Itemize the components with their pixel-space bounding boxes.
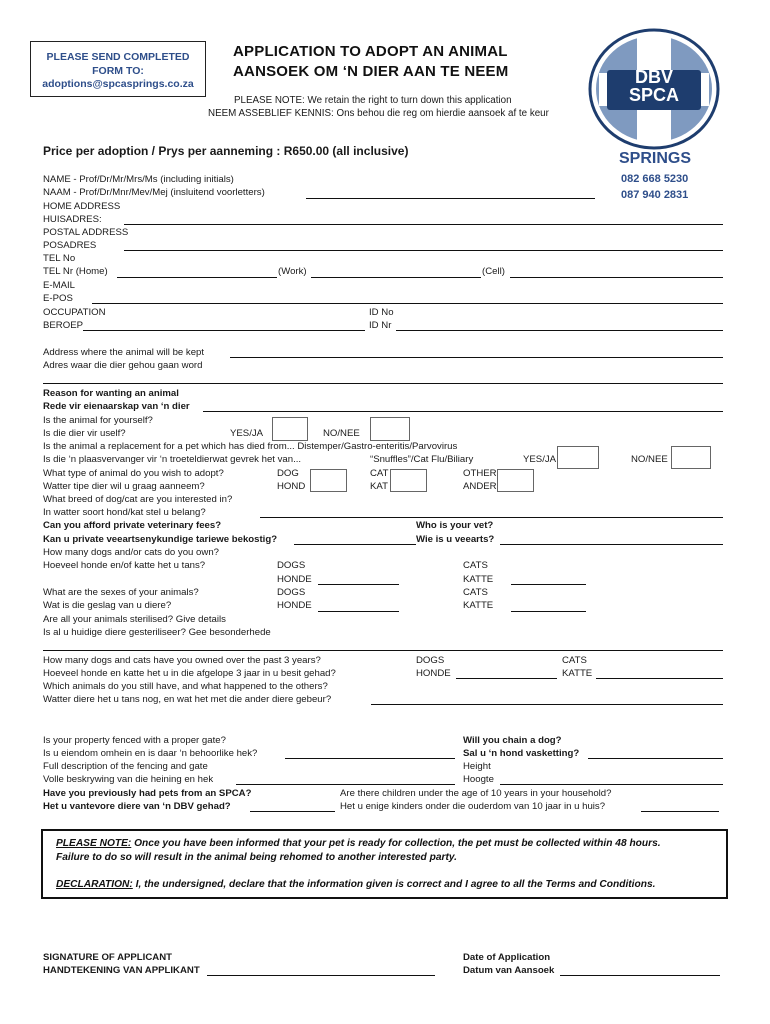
reason-field[interactable] bbox=[203, 411, 723, 412]
note-text-1: Once you have been informed that your pet is ready for collection, the pet must be collected within 48 hours. bbox=[131, 838, 661, 849]
id-label-en: ID No bbox=[369, 307, 394, 318]
sterilised-label-af: Is al u huidige diere gesteriliseer? Gee besonderhede bbox=[43, 627, 271, 638]
own-dogs-field[interactable] bbox=[318, 584, 399, 585]
signature-field[interactable] bbox=[207, 975, 435, 976]
logo-line-2: SPCA bbox=[628, 85, 679, 105]
occupation-field[interactable] bbox=[83, 330, 365, 331]
phone-1: 082 668 5230 bbox=[621, 173, 689, 185]
type-kat-label: KAT bbox=[370, 481, 388, 492]
self-yes-checkbox[interactable] bbox=[272, 417, 308, 441]
height-label-en: Height bbox=[463, 761, 491, 772]
tel-cell-field[interactable] bbox=[510, 277, 723, 278]
past-label-en: How many dogs and cats have you owned over the past 3 years? bbox=[43, 655, 321, 666]
occupation-label-af: BEROEP bbox=[43, 320, 83, 331]
own-count-label-af: Hoeveel honde en/of katte het u tans? bbox=[43, 560, 206, 571]
tel-work-field[interactable] bbox=[311, 277, 481, 278]
type-dog-label: DOG bbox=[277, 468, 299, 479]
type-cat-checkbox[interactable] bbox=[390, 469, 427, 492]
replacement-label-af: Is die ‘n plaasvervanger vir ‘n troeteldierwat gevrek het van... bbox=[43, 454, 302, 465]
self-no-checkbox[interactable] bbox=[370, 417, 410, 441]
fence-label-en: Is your property fenced with a proper gate? bbox=[43, 735, 226, 746]
email-label-en: E-MAIL bbox=[43, 280, 75, 291]
title-afrikaans: AANSOEK OM ‘N DIER AAN TE NEEM bbox=[233, 63, 509, 80]
still-label-af: Watter diere het u tans nog, en wat het met die ander diere gebeur? bbox=[43, 694, 332, 705]
self-no-label: NO/NEE bbox=[323, 428, 360, 439]
chain-field[interactable] bbox=[588, 758, 723, 759]
own-count-label-en: How many dogs and/or cats do you own? bbox=[43, 547, 219, 558]
keep-address-field-2[interactable] bbox=[43, 383, 723, 384]
type-other-checkbox[interactable] bbox=[497, 469, 534, 492]
date-label-en: Date of Application bbox=[463, 952, 551, 963]
declaration bbox=[56, 878, 655, 892]
sex-honde-label: HONDE bbox=[277, 600, 312, 611]
snuffles-label: “Snuffles”/Cat Flu/Biliary bbox=[370, 454, 474, 465]
height-label-af: Hoogte bbox=[463, 774, 494, 785]
past-cats-label: CATS bbox=[562, 655, 587, 666]
name-label-en: NAME - Prof/Dr/Mr/Mrs/Ms (including initials) bbox=[43, 174, 234, 185]
desc-label-en: Full description of the fencing and gate bbox=[43, 761, 208, 772]
past-dogs-label: DOGS bbox=[416, 655, 445, 666]
keep-address-field-1[interactable] bbox=[230, 357, 723, 358]
past-katte-label: KATTE bbox=[562, 668, 593, 679]
prev-field[interactable] bbox=[250, 811, 335, 812]
logo-line-1: DBV bbox=[634, 67, 673, 87]
send-to-box bbox=[30, 41, 206, 97]
replacement-no-label: NO/NEE bbox=[631, 454, 668, 465]
chain-label-af: Sal u ‘n hond vasketting? bbox=[463, 748, 580, 759]
type-label-af: Watter tipe dier wil u graag aanneem? bbox=[43, 481, 205, 492]
reason-label-en: Reason for wanting an animal bbox=[43, 388, 179, 399]
desc-field[interactable] bbox=[236, 784, 455, 785]
self-label-en: Is the animal for yourself? bbox=[43, 415, 153, 426]
keep-address-label-af: Adres waar die dier gehou gaan word bbox=[43, 360, 203, 371]
note-afrikaans: NEEM ASSEBLIEF KENNIS: Ons behou die reg om hierdie aansoek af te keur bbox=[208, 108, 549, 119]
prev-label-af: Het u vantevore diere van ‘n DBV gehad? bbox=[43, 801, 231, 812]
home-label-af: HUISADRES: bbox=[43, 214, 102, 225]
date-label-af: Datum van Aansoek bbox=[463, 965, 555, 976]
replacement-no-checkbox[interactable] bbox=[671, 446, 711, 469]
own-cats-field[interactable] bbox=[511, 584, 586, 585]
home-address-field[interactable] bbox=[124, 224, 723, 225]
price-line: Price per adoption / Prys per aanneming : R650.00 (all inclusive) bbox=[43, 144, 409, 158]
fence-field[interactable] bbox=[285, 758, 455, 759]
note-text-2: Failure to do so will result in the animal being rehomed to another interested party. bbox=[56, 852, 457, 863]
breed-field[interactable] bbox=[260, 517, 723, 518]
notice-box bbox=[41, 829, 728, 899]
vet-fee-label-en: Can you afford private veterinary fees? bbox=[43, 520, 222, 531]
sex-label-en: What are the sexes of your animals? bbox=[43, 587, 199, 598]
type-cat-label: CAT bbox=[370, 468, 389, 479]
past-dogs-field[interactable] bbox=[456, 678, 557, 679]
reason-label-af: Rede vir eienaarskap van ‘n dier bbox=[43, 401, 190, 412]
sterilised-label-en: Are all your animals sterilised? Give details bbox=[43, 614, 226, 625]
logo-branch: SPRINGS bbox=[619, 150, 692, 167]
declaration-label: DECLARATION: bbox=[56, 879, 133, 890]
tel-label-af: TEL Nr (Home) bbox=[43, 266, 108, 277]
tel-home-field[interactable] bbox=[117, 277, 277, 278]
replacement-yes-label: YES/JA bbox=[523, 454, 557, 465]
own-katte-label: KATTE bbox=[463, 574, 494, 585]
tel-work-label: (Work) bbox=[278, 266, 307, 277]
occupation-label-en: OCCUPATION bbox=[43, 307, 106, 318]
postal-label-af: POSADRES bbox=[43, 240, 97, 251]
id-number-field[interactable] bbox=[396, 330, 723, 331]
send-line-2: FORM TO: bbox=[92, 64, 144, 77]
declaration-text: I, the undersigned, declare that the information given is correct and I agree to all the Terms and Conditions. bbox=[132, 879, 656, 890]
send-line-1: PLEASE SEND COMPLETED bbox=[46, 51, 190, 63]
height-field[interactable] bbox=[500, 784, 723, 785]
sex-dogs-field[interactable] bbox=[318, 611, 399, 612]
prev-label-en: Have you previously had pets from an SPCA? bbox=[43, 788, 252, 799]
type-other-label: OTHER bbox=[463, 468, 497, 479]
own-dogs-label: DOGS bbox=[277, 560, 306, 571]
phone-2: 087 940 2831 bbox=[621, 189, 689, 201]
date-field[interactable] bbox=[560, 975, 720, 976]
note-english: PLEASE NOTE: We retain the right to turn down this application bbox=[234, 95, 512, 106]
self-yes-label: YES/JA bbox=[230, 428, 264, 439]
id-label-af: ID Nr bbox=[369, 320, 392, 331]
email-label-af: E-POS bbox=[43, 293, 73, 304]
kids-field[interactable] bbox=[641, 811, 719, 812]
kids-label-af: Het u enige kinders onder die ouderdom van 10 jaar in u huis? bbox=[340, 801, 606, 812]
send-email[interactable]: adoptions@spcasprings.co.za bbox=[42, 78, 194, 90]
past-honde-label: HONDE bbox=[416, 668, 451, 679]
postal-address-field[interactable] bbox=[124, 250, 723, 251]
self-label-af: Is die dier vir uself? bbox=[43, 428, 126, 439]
sex-cats-label: CATS bbox=[463, 587, 488, 598]
signature-label-en: SIGNATURE OF APPLICANT bbox=[43, 952, 172, 963]
type-label-en: What type of animal do you wish to adopt? bbox=[43, 468, 224, 479]
breed-label-en: What breed of dog/cat are you interested in? bbox=[43, 494, 233, 505]
type-dog-checkbox[interactable] bbox=[310, 469, 347, 492]
tel-cell-label: (Cell) bbox=[482, 266, 505, 277]
type-hond-label: HOND bbox=[277, 481, 306, 492]
email-field[interactable] bbox=[92, 303, 723, 304]
chain-label-en: Will you chain a dog? bbox=[463, 735, 562, 746]
replacement-yes-checkbox[interactable] bbox=[557, 446, 599, 469]
fence-label-af: Is u eiendom omhein en is daar ‘n behoorlike hek? bbox=[43, 748, 258, 759]
own-cats-label: CATS bbox=[463, 560, 488, 571]
breed-label-af: In watter soort hond/kat stel u belang? bbox=[43, 507, 206, 518]
past-label-af: Hoeveel honde en katte het u in die afgelope 3 jaar in u besit gehad? bbox=[43, 668, 336, 679]
desc-label-af: Volle beskrywing van die heining en hek bbox=[43, 774, 214, 785]
name-field[interactable] bbox=[306, 198, 595, 199]
sex-dogs-label: DOGS bbox=[277, 587, 306, 598]
past-cats-field[interactable] bbox=[596, 678, 723, 679]
sex-label-af: Wat is die geslag van u diere? bbox=[43, 600, 172, 611]
sterilised-field[interactable] bbox=[43, 650, 723, 651]
type-ander-label: ANDER bbox=[463, 481, 497, 492]
still-label-en: Which animals do you still have, and what happened to the others? bbox=[43, 681, 328, 692]
vet-field[interactable] bbox=[500, 544, 723, 545]
collection-note bbox=[56, 837, 661, 851]
vet-label-af: Wie is u veearts? bbox=[416, 534, 495, 545]
own-honde-label: HONDE bbox=[277, 574, 312, 585]
keep-address-label-en: Address where the animal will be kept bbox=[43, 347, 205, 358]
sex-katte-label: KATTE bbox=[463, 600, 494, 611]
replacement-label-en: Is the animal a replacement for a pet which has died from... Distemper/Gastro-enteritis/Parvovirus bbox=[43, 441, 458, 452]
vet-fee-label-af: Kan u private veeartsenykundige tariewe bekostig? bbox=[43, 534, 278, 545]
signature-label-af: HANDTEKENING VAN APPLIKANT bbox=[43, 965, 200, 976]
kids-label-en: Are there children under the age of 10 years in your household? bbox=[340, 788, 612, 799]
note-label: PLEASE NOTE: bbox=[56, 838, 132, 849]
home-label-en: HOME ADDRESS bbox=[43, 201, 121, 212]
still-field[interactable] bbox=[371, 704, 723, 705]
vet-label-en: Who is your vet? bbox=[416, 520, 494, 531]
title-english: APPLICATION TO ADOPT AN ANIMAL bbox=[233, 43, 508, 60]
name-label-af: NAAM - Prof/Dr/Mnr/Mev/Mej (insluitend voorletters) bbox=[43, 187, 265, 198]
sex-cats-field[interactable] bbox=[511, 611, 586, 612]
vet-fee-field[interactable] bbox=[294, 544, 416, 545]
tel-label-en: TEL No bbox=[43, 253, 76, 264]
spca-logo bbox=[587, 28, 721, 150]
postal-label-en: POSTAL ADDRESS bbox=[43, 227, 129, 238]
